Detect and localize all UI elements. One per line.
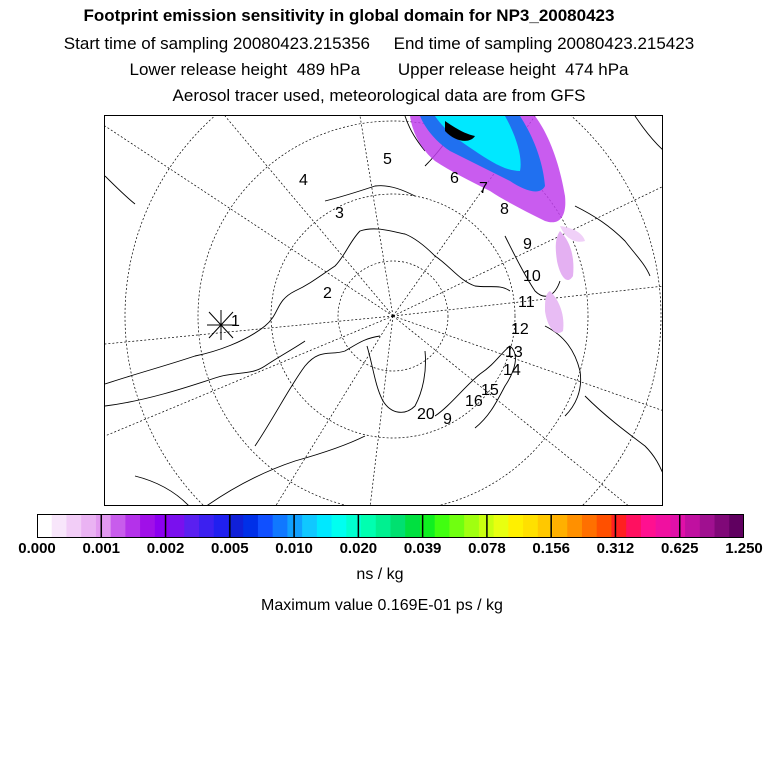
trajectory-label: 14 bbox=[503, 362, 521, 379]
colorbar-cell bbox=[685, 514, 700, 538]
tracer-info-line: Aerosol tracer used, meteorological data are from GFS bbox=[172, 86, 586, 105]
trajectory-label: 9 bbox=[443, 411, 452, 428]
sampling-time-line: Start time of sampling 20080423.215356 End time of sampling 20080423.215423 bbox=[63, 34, 695, 53]
colorbar-tick-label: 1.250 bbox=[725, 540, 763, 557]
colorbar-cell bbox=[302, 514, 317, 538]
trajectory-label: 4 bbox=[299, 172, 308, 189]
colorbar-tick-label: 0.002 bbox=[146, 540, 185, 557]
plot-title: Footprint emission sensitivity in global domain for NP3_20080423 bbox=[83, 6, 615, 25]
maximum-value-text: Maximum value 0.169E-01 ps / kg bbox=[261, 597, 503, 614]
colorbar-cell bbox=[317, 514, 332, 538]
colorbar-cell bbox=[553, 514, 568, 538]
trajectory-label: 12 bbox=[511, 321, 529, 338]
colorbar-tick-label: 0.001 bbox=[82, 540, 121, 557]
trajectory-label: 9 bbox=[523, 236, 532, 253]
colorbar-cell bbox=[214, 514, 229, 538]
footprint-map bbox=[104, 115, 663, 506]
release-height-line: Lower release height 489 hPa Upper release height 474 hPa bbox=[129, 60, 629, 79]
colorbar-cell bbox=[715, 514, 730, 538]
colorbar-tick-label: 0.156 bbox=[532, 540, 570, 557]
colorbar-cell bbox=[273, 514, 288, 538]
colorbar-tick-label: 0.312 bbox=[596, 540, 635, 557]
colorbar-cell bbox=[155, 514, 170, 538]
colorbar-cell bbox=[508, 514, 523, 538]
colorbar-unit: ns / kg bbox=[356, 566, 404, 583]
colorbar-cell bbox=[332, 514, 347, 538]
colorbar-tick-label: 0.039 bbox=[403, 540, 442, 557]
emission-plume bbox=[410, 116, 585, 333]
trajectory-label: 13 bbox=[505, 344, 523, 361]
colorbar-cell bbox=[184, 514, 199, 538]
colorbar-cell bbox=[287, 514, 302, 538]
colorbar-cell bbox=[597, 514, 612, 538]
colorbar-cell bbox=[670, 514, 685, 538]
trajectory-label: 11 bbox=[518, 294, 535, 311]
colorbar-cell bbox=[125, 514, 140, 538]
colorbar-cell bbox=[391, 514, 406, 538]
meridian-lines bbox=[105, 116, 663, 506]
colorbar bbox=[37, 514, 744, 538]
colorbar-tick-label: 0.000 bbox=[18, 540, 56, 557]
colorbar-cell bbox=[111, 514, 126, 538]
colorbar-cell bbox=[405, 514, 420, 538]
trajectory-label: 5 bbox=[383, 151, 392, 168]
colorbar-cell bbox=[52, 514, 67, 538]
colorbar-cell bbox=[700, 514, 715, 538]
colorbar-cell bbox=[464, 514, 479, 538]
trajectory-label: 20 bbox=[417, 406, 435, 423]
colorbar-cell bbox=[37, 514, 52, 538]
colorbar-cell bbox=[170, 514, 185, 538]
colorbar-cell bbox=[494, 514, 509, 538]
trajectory-label: 2 bbox=[323, 285, 332, 302]
colorbar-cell bbox=[611, 514, 626, 538]
colorbar-cell bbox=[66, 514, 81, 538]
trajectory-label: 15 bbox=[481, 382, 499, 399]
colorbar-cell bbox=[626, 514, 641, 538]
colorbar-cell bbox=[361, 514, 376, 538]
map-canvas bbox=[105, 116, 663, 506]
colorbar-tick-label: 0.020 bbox=[339, 540, 378, 557]
trajectory-label: 10 bbox=[523, 268, 541, 285]
trajectory-label: 3 bbox=[335, 205, 344, 222]
colorbar-cell bbox=[729, 514, 744, 538]
coastlines bbox=[105, 116, 663, 506]
colorbar-cell bbox=[582, 514, 597, 538]
colorbar-tick-label: 0.005 bbox=[211, 540, 249, 557]
colorbar-cell bbox=[376, 514, 391, 538]
colorbar-cell bbox=[81, 514, 96, 538]
colorbar-cell bbox=[656, 514, 671, 538]
colorbar-cell bbox=[96, 514, 111, 538]
colorbar-tick-label: 0.010 bbox=[275, 540, 313, 557]
colorbar-cell bbox=[641, 514, 656, 538]
colorbar-tick-label: 0.625 bbox=[660, 540, 699, 557]
colorbar-cell bbox=[228, 514, 243, 538]
colorbar-cell bbox=[449, 514, 464, 538]
colorbar-cell bbox=[258, 514, 273, 538]
latitude-circles bbox=[125, 116, 661, 506]
colorbar-cell bbox=[346, 514, 361, 538]
trajectory-label: 6 bbox=[450, 170, 459, 187]
trajectory-label: 16 bbox=[465, 393, 483, 410]
colorbar-cell bbox=[567, 514, 582, 538]
colorbar-cell bbox=[140, 514, 155, 538]
colorbar-cell bbox=[523, 514, 538, 538]
trajectory-label: 7 bbox=[479, 180, 488, 197]
colorbar-cell bbox=[199, 514, 214, 538]
trajectory-label: 8 bbox=[500, 201, 509, 218]
trajectory-label: 1 bbox=[231, 313, 240, 330]
colorbar-tick-label: 0.078 bbox=[468, 540, 506, 557]
colorbar-cell bbox=[243, 514, 258, 538]
colorbar-cell bbox=[435, 514, 450, 538]
